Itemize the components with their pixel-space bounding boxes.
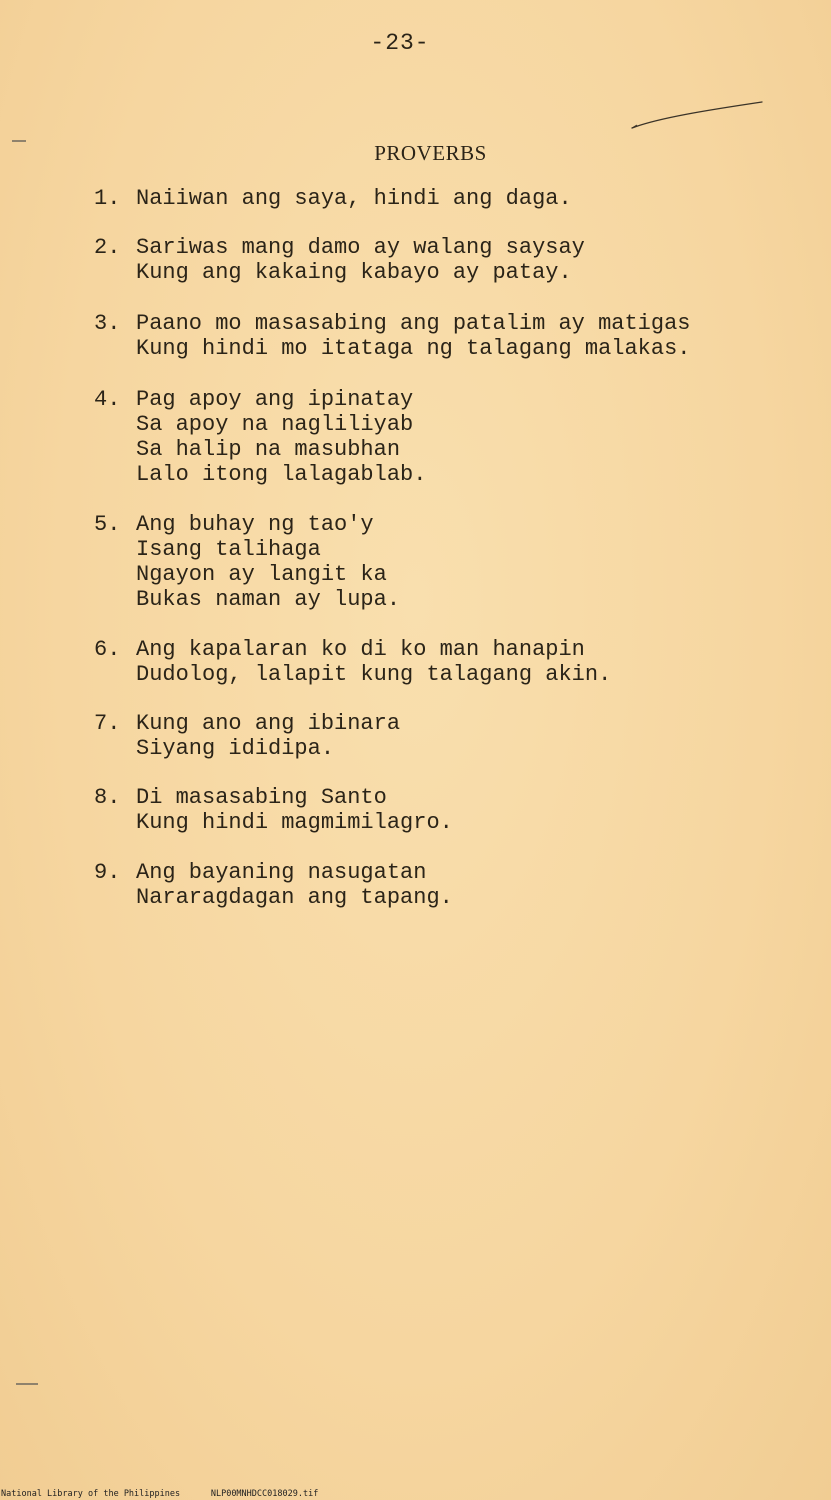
proverb-line: Ngayon ay langit ka <box>136 562 387 587</box>
proverb-line: Kung hindi mo itataga ng talagang malakas. <box>136 336 691 361</box>
proverb-line: Kung hindi magmimilagro. <box>136 810 453 835</box>
proverb-line: Sa apoy na nagliliyab <box>136 412 414 437</box>
proverb-line: Ang kapalaran ko di ko man hanapin <box>136 637 585 662</box>
proverb-line: Ang bayaning nasugatan <box>136 860 427 885</box>
proverb-number: 7. <box>94 711 121 736</box>
proverb-item <box>94 186 814 211</box>
proverb-item <box>94 785 814 835</box>
proverb-number: 6. <box>94 637 121 662</box>
proverb-line: Di masasabing Santo <box>136 785 387 810</box>
proverb-item <box>94 235 814 285</box>
proverb-line: Sariwas mang damo ay walang saysay <box>136 235 585 260</box>
proverb-number: 2. <box>94 235 121 260</box>
library-credit: National Library of the Philippines <box>1 1489 181 1499</box>
proverb-line: Dudolog, lalapit kung talagang akin. <box>136 662 612 687</box>
proverb-line: Bukas naman ay lupa. <box>136 587 401 612</box>
page-title: PROVERBS <box>374 141 487 165</box>
proverb-number: 5. <box>94 512 121 537</box>
proverb-number: 3. <box>94 311 121 336</box>
proverb-number: 1. <box>94 186 121 211</box>
proverb-item <box>94 311 814 361</box>
proverb-list <box>94 186 814 910</box>
proverb-item <box>94 637 814 687</box>
margin-mark <box>16 1383 38 1385</box>
proverb-line: Isang talihaga <box>136 537 321 562</box>
proverb-item <box>94 387 814 487</box>
proverb-item <box>94 711 814 761</box>
proverb-line: Paano mo masasabing ang patalim ay matigas <box>136 311 691 336</box>
proverb-item <box>94 512 814 612</box>
proverb-line: Sa halip na masubhan <box>136 437 401 462</box>
page-number: -23- <box>370 30 430 56</box>
proverb-line: Lalo itong lalagablab. <box>136 462 427 487</box>
proverb-number: 8. <box>94 785 121 810</box>
scan-footer <box>1 1489 318 1499</box>
proverb-line: Kung ano ang ibinara <box>136 711 401 736</box>
proverb-line: Ang buhay ng tao'y <box>136 512 374 537</box>
proverb-item <box>94 860 814 910</box>
proverb-line: Pag apoy ang ipinatay <box>136 387 414 412</box>
proverb-line: Naiiwan ang saya, hindi ang daga. <box>136 186 572 211</box>
proverb-number: 4. <box>94 387 121 412</box>
proverb-line: Kung ang kakaing kabayo ay patay. <box>136 260 572 285</box>
proverb-line: Nararagdagan ang tapang. <box>136 885 453 910</box>
pen-stroke-mark <box>628 98 768 132</box>
proverb-number: 9. <box>94 860 121 885</box>
file-id: NLP00MNHDCC018029.tif <box>210 1489 319 1499</box>
proverb-line: Siyang ididipa. <box>136 736 335 761</box>
